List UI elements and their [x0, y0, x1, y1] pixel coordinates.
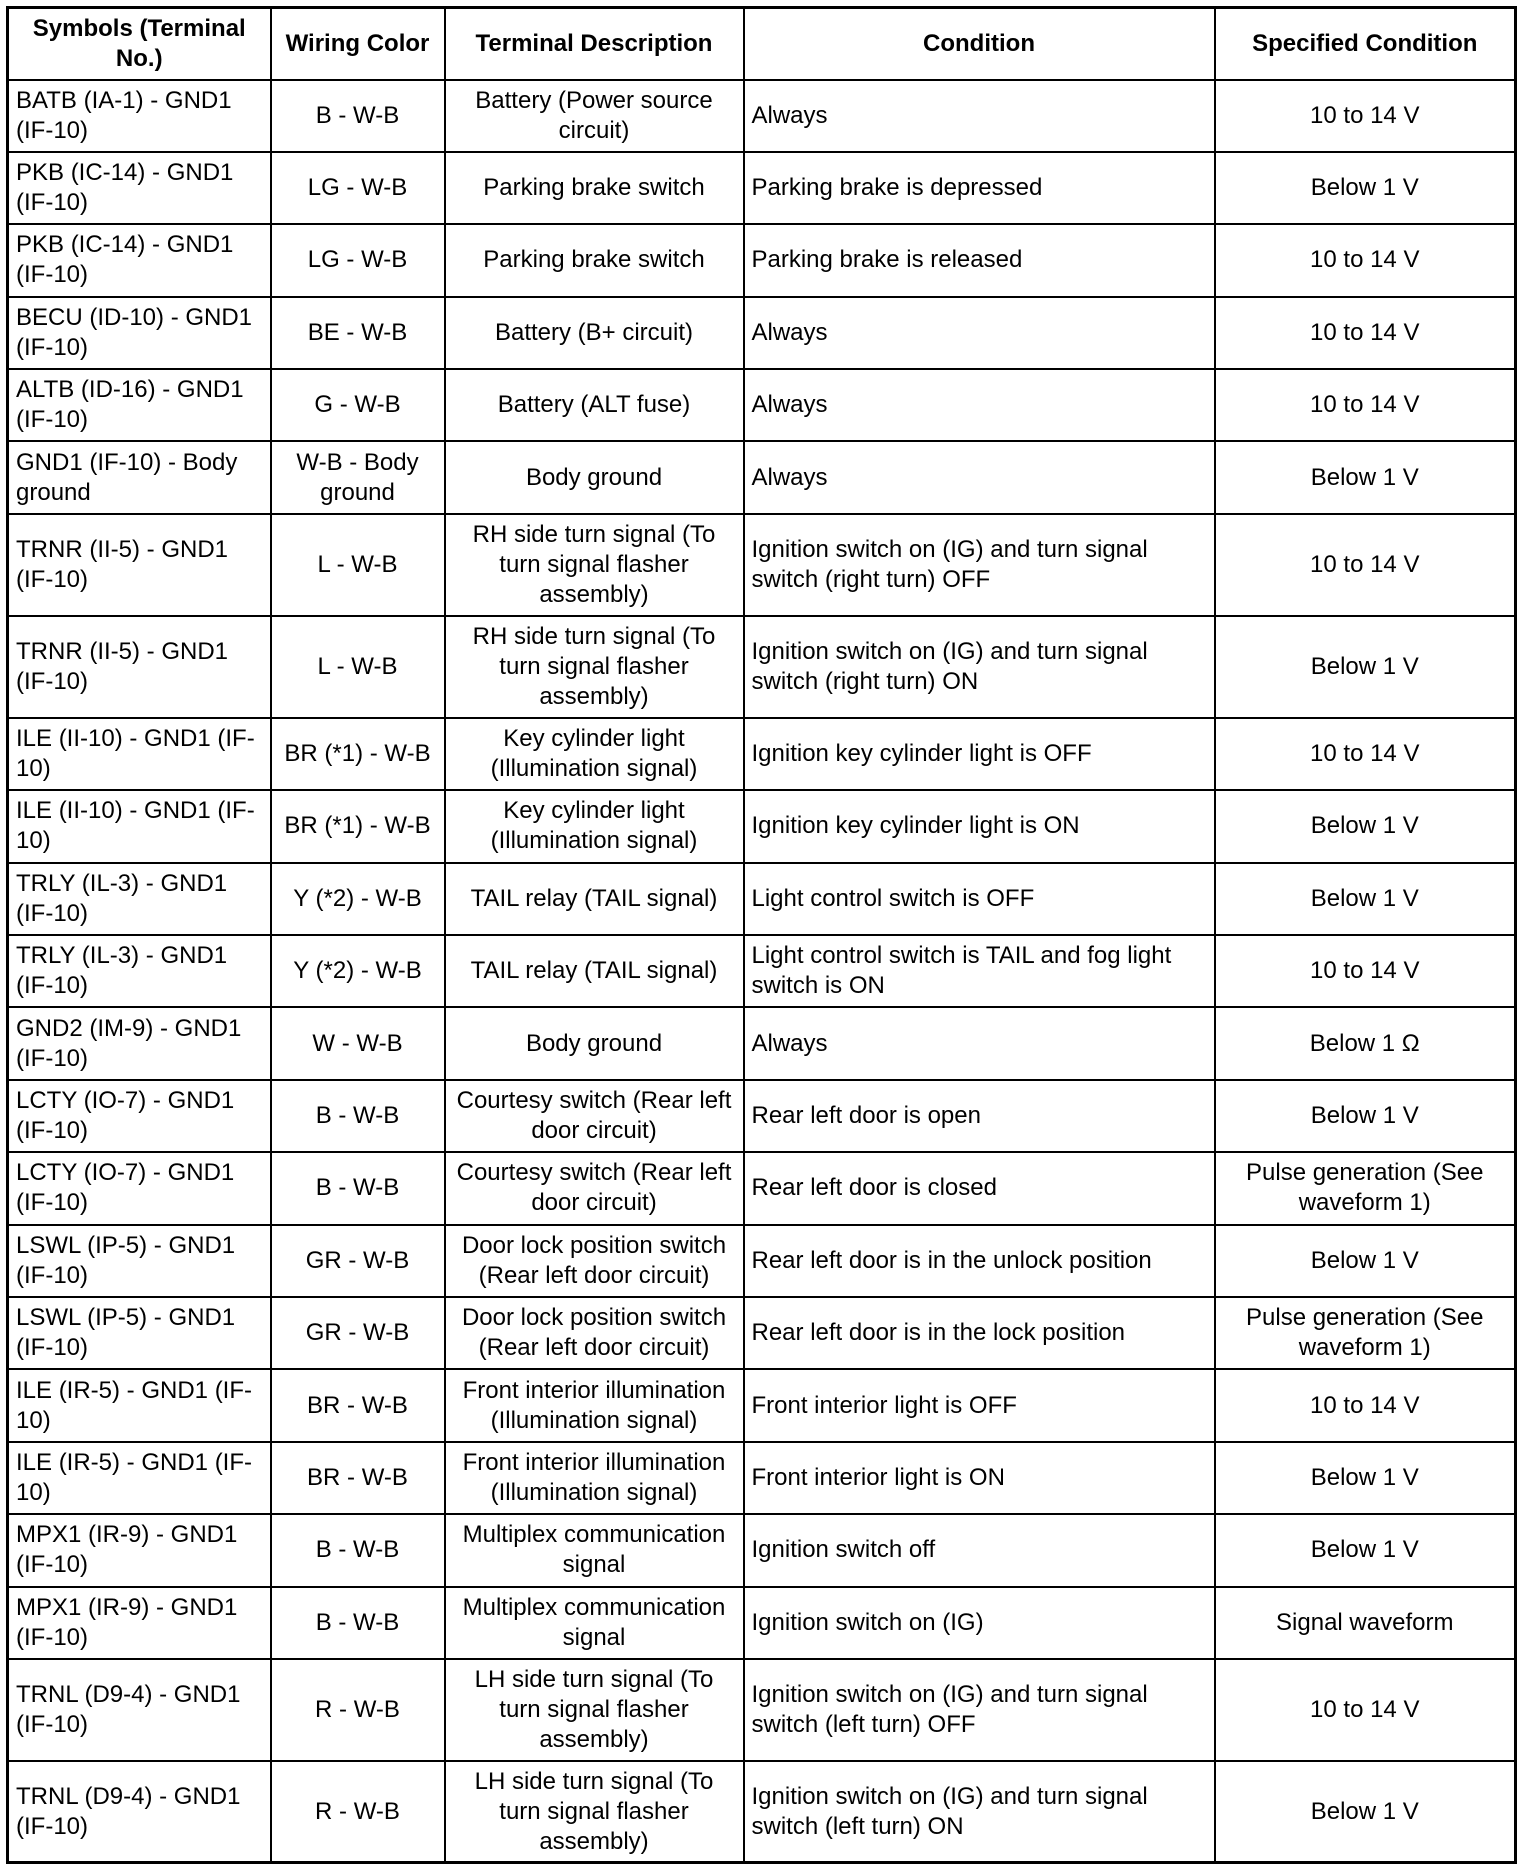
cell-wiring: W - W-B: [271, 1007, 445, 1079]
cell-symbol: LCTY (IO-7) - GND1 (IF-10): [8, 1080, 271, 1152]
cell-description: RH side turn signal (To turn signal flasher assembly): [445, 616, 744, 718]
cell-symbol: TRNR (II-5) - GND1 (IF-10): [8, 514, 271, 616]
cell-specified: 10 to 14 V: [1215, 1369, 1516, 1441]
cell-wiring: BR (*1) - W-B: [271, 718, 445, 790]
cell-specified: 10 to 14 V: [1215, 1659, 1516, 1761]
cell-description: Key cylinder light (Illumination signal): [445, 790, 744, 862]
table-row: [8, 790, 1516, 862]
cell-symbol: PKB (IC-14) - GND1 (IF-10): [8, 224, 271, 296]
cell-specified: Pulse generation (See waveform 1): [1215, 1297, 1516, 1369]
cell-condition: Rear left door is closed: [744, 1152, 1215, 1224]
cell-symbol: BECU (ID-10) - GND1 (IF-10): [8, 297, 271, 369]
cell-specified: Below 1 V: [1215, 441, 1516, 513]
cell-wiring: Y (*2) - W-B: [271, 935, 445, 1007]
cell-condition: Ignition switch on (IG) and turn signal switch (right turn) OFF: [744, 514, 1215, 616]
cell-condition: Always: [744, 297, 1215, 369]
table-row: [8, 369, 1516, 441]
cell-wiring: LG - W-B: [271, 224, 445, 296]
cell-symbol: MPX1 (IR-9) - GND1 (IF-10): [8, 1587, 271, 1659]
cell-wiring: R - W-B: [271, 1761, 445, 1863]
table-row: [8, 1442, 1516, 1514]
table-row: [8, 1297, 1516, 1369]
table-row: [8, 1080, 1516, 1152]
terminal-table: [6, 6, 1517, 1864]
cell-description: RH side turn signal (To turn signal flasher assembly): [445, 514, 744, 616]
cell-specified: Below 1 V: [1215, 616, 1516, 718]
cell-wiring: B - W-B: [271, 80, 445, 152]
cell-symbol: TRNL (D9-4) - GND1 (IF-10): [8, 1761, 271, 1863]
cell-specified: Pulse generation (See waveform 1): [1215, 1152, 1516, 1224]
header-specified-condition: Specified Condition: [1215, 8, 1516, 80]
header-terminal-description: Terminal Description: [445, 8, 744, 80]
cell-symbol: LSWL (IP-5) - GND1 (IF-10): [8, 1297, 271, 1369]
cell-description: Battery (B+ circuit): [445, 297, 744, 369]
cell-wiring: B - W-B: [271, 1514, 445, 1586]
table-row: [8, 1369, 1516, 1441]
cell-wiring: L - W-B: [271, 514, 445, 616]
cell-symbol: GND2 (IM-9) - GND1 (IF-10): [8, 1007, 271, 1079]
cell-specified: 10 to 14 V: [1215, 224, 1516, 296]
cell-symbol: MPX1 (IR-9) - GND1 (IF-10): [8, 1514, 271, 1586]
cell-description: Door lock position switch (Rear left door circuit): [445, 1297, 744, 1369]
cell-specified: Below 1 V: [1215, 1225, 1516, 1297]
cell-condition: Always: [744, 80, 1215, 152]
cell-description: Parking brake switch: [445, 152, 744, 224]
cell-condition: Ignition switch on (IG) and turn signal switch (left turn) OFF: [744, 1659, 1215, 1761]
cell-description: Multiplex communication signal: [445, 1514, 744, 1586]
table-row: [8, 514, 1516, 616]
cell-condition: Ignition switch on (IG) and turn signal switch (left turn) ON: [744, 1761, 1215, 1863]
cell-description: Key cylinder light (Illumination signal): [445, 718, 744, 790]
cell-condition: Always: [744, 369, 1215, 441]
cell-specified: 10 to 14 V: [1215, 718, 1516, 790]
cell-specified: 10 to 14 V: [1215, 514, 1516, 616]
cell-description: TAIL relay (TAIL signal): [445, 935, 744, 1007]
cell-condition: Ignition switch on (IG) and turn signal switch (right turn) ON: [744, 616, 1215, 718]
header-wiring-color: Wiring Color: [271, 8, 445, 80]
cell-symbol: PKB (IC-14) - GND1 (IF-10): [8, 152, 271, 224]
cell-specified: Below 1 V: [1215, 152, 1516, 224]
cell-description: Parking brake switch: [445, 224, 744, 296]
table-row: [8, 1761, 1516, 1863]
table-row: [8, 1007, 1516, 1079]
table-row: [8, 1587, 1516, 1659]
table-row: [8, 1659, 1516, 1761]
cell-wiring: BE - W-B: [271, 297, 445, 369]
cell-wiring: L - W-B: [271, 616, 445, 718]
cell-symbol: BATB (IA-1) - GND1 (IF-10): [8, 80, 271, 152]
cell-condition: Parking brake is depressed: [744, 152, 1215, 224]
cell-specified: Below 1 Ω: [1215, 1007, 1516, 1079]
cell-specified: Below 1 V: [1215, 1761, 1516, 1863]
cell-description: Courtesy switch (Rear left door circuit): [445, 1152, 744, 1224]
cell-description: Body ground: [445, 1007, 744, 1079]
table-row: [8, 1514, 1516, 1586]
cell-specified: Below 1 V: [1215, 1080, 1516, 1152]
cell-condition: Rear left door is open: [744, 1080, 1215, 1152]
table-row: [8, 1152, 1516, 1224]
cell-condition: Always: [744, 441, 1215, 513]
cell-wiring: GR - W-B: [271, 1297, 445, 1369]
terminal-table-container: [6, 6, 1514, 1864]
cell-description: Front interior illumination (Illumination signal): [445, 1442, 744, 1514]
cell-condition: Rear left door is in the unlock position: [744, 1225, 1215, 1297]
cell-wiring: W-B - Body ground: [271, 441, 445, 513]
cell-wiring: Y (*2) - W-B: [271, 863, 445, 935]
cell-description: Front interior illumination (Illumination signal): [445, 1369, 744, 1441]
cell-symbol: ILE (IR-5) - GND1 (IF-10): [8, 1369, 271, 1441]
cell-specified: 10 to 14 V: [1215, 80, 1516, 152]
cell-condition: Light control switch is OFF: [744, 863, 1215, 935]
cell-symbol: LCTY (IO-7) - GND1 (IF-10): [8, 1152, 271, 1224]
cell-condition: Ignition key cylinder light is ON: [744, 790, 1215, 862]
cell-wiring: BR - W-B: [271, 1442, 445, 1514]
cell-wiring: B - W-B: [271, 1152, 445, 1224]
table-row: [8, 441, 1516, 513]
cell-wiring: BR (*1) - W-B: [271, 790, 445, 862]
cell-condition: Ignition switch off: [744, 1514, 1215, 1586]
cell-wiring: G - W-B: [271, 369, 445, 441]
cell-symbol: TRLY (IL-3) - GND1 (IF-10): [8, 935, 271, 1007]
cell-wiring: B - W-B: [271, 1080, 445, 1152]
cell-wiring: BR - W-B: [271, 1369, 445, 1441]
table-row: [8, 935, 1516, 1007]
cell-specified: Signal waveform: [1215, 1587, 1516, 1659]
table-row: [8, 616, 1516, 718]
cell-symbol: LSWL (IP-5) - GND1 (IF-10): [8, 1225, 271, 1297]
cell-condition: Ignition switch on (IG): [744, 1587, 1215, 1659]
header-symbols: Symbols (Terminal No.): [8, 8, 271, 80]
cell-description: Battery (ALT fuse): [445, 369, 744, 441]
cell-specified: Below 1 V: [1215, 863, 1516, 935]
cell-description: Multiplex communication signal: [445, 1587, 744, 1659]
cell-condition: Front interior light is ON: [744, 1442, 1215, 1514]
cell-description: Door lock position switch (Rear left door circuit): [445, 1225, 744, 1297]
cell-wiring: B - W-B: [271, 1587, 445, 1659]
cell-symbol: TRNL (D9-4) - GND1 (IF-10): [8, 1659, 271, 1761]
cell-symbol: ILE (II-10) - GND1 (IF-10): [8, 718, 271, 790]
cell-wiring: LG - W-B: [271, 152, 445, 224]
header-condition: Condition: [744, 8, 1215, 80]
cell-wiring: GR - W-B: [271, 1225, 445, 1297]
cell-specified: Below 1 V: [1215, 1514, 1516, 1586]
table-row: [8, 297, 1516, 369]
cell-condition: Light control switch is TAIL and fog light switch is ON: [744, 935, 1215, 1007]
cell-description: LH side turn signal (To turn signal flasher assembly): [445, 1761, 744, 1863]
cell-wiring: R - W-B: [271, 1659, 445, 1761]
cell-symbol: GND1 (IF-10) - Body ground: [8, 441, 271, 513]
cell-description: TAIL relay (TAIL signal): [445, 863, 744, 935]
cell-symbol: ALTB (ID-16) - GND1 (IF-10): [8, 369, 271, 441]
cell-description: Courtesy switch (Rear left door circuit): [445, 1080, 744, 1152]
cell-specified: 10 to 14 V: [1215, 297, 1516, 369]
cell-condition: Ignition key cylinder light is OFF: [744, 718, 1215, 790]
cell-specified: Below 1 V: [1215, 790, 1516, 862]
cell-description: Body ground: [445, 441, 744, 513]
table-row: [8, 1225, 1516, 1297]
cell-symbol: ILE (II-10) - GND1 (IF-10): [8, 790, 271, 862]
cell-specified: 10 to 14 V: [1215, 369, 1516, 441]
table-row: [8, 863, 1516, 935]
table-row: [8, 718, 1516, 790]
cell-symbol: ILE (IR-5) - GND1 (IF-10): [8, 1442, 271, 1514]
cell-condition: Always: [744, 1007, 1215, 1079]
cell-description: LH side turn signal (To turn signal flasher assembly): [445, 1659, 744, 1761]
cell-symbol: TRNR (II-5) - GND1 (IF-10): [8, 616, 271, 718]
cell-specified: Below 1 V: [1215, 1442, 1516, 1514]
table-row: [8, 152, 1516, 224]
table-row: [8, 80, 1516, 152]
table-row: [8, 224, 1516, 296]
table-header-row: [8, 8, 1516, 80]
cell-symbol: TRLY (IL-3) - GND1 (IF-10): [8, 863, 271, 935]
cell-specified: 10 to 14 V: [1215, 935, 1516, 1007]
cell-condition: Rear left door is in the lock position: [744, 1297, 1215, 1369]
cell-condition: Parking brake is released: [744, 224, 1215, 296]
cell-condition: Front interior light is OFF: [744, 1369, 1215, 1441]
cell-description: Battery (Power source circuit): [445, 80, 744, 152]
